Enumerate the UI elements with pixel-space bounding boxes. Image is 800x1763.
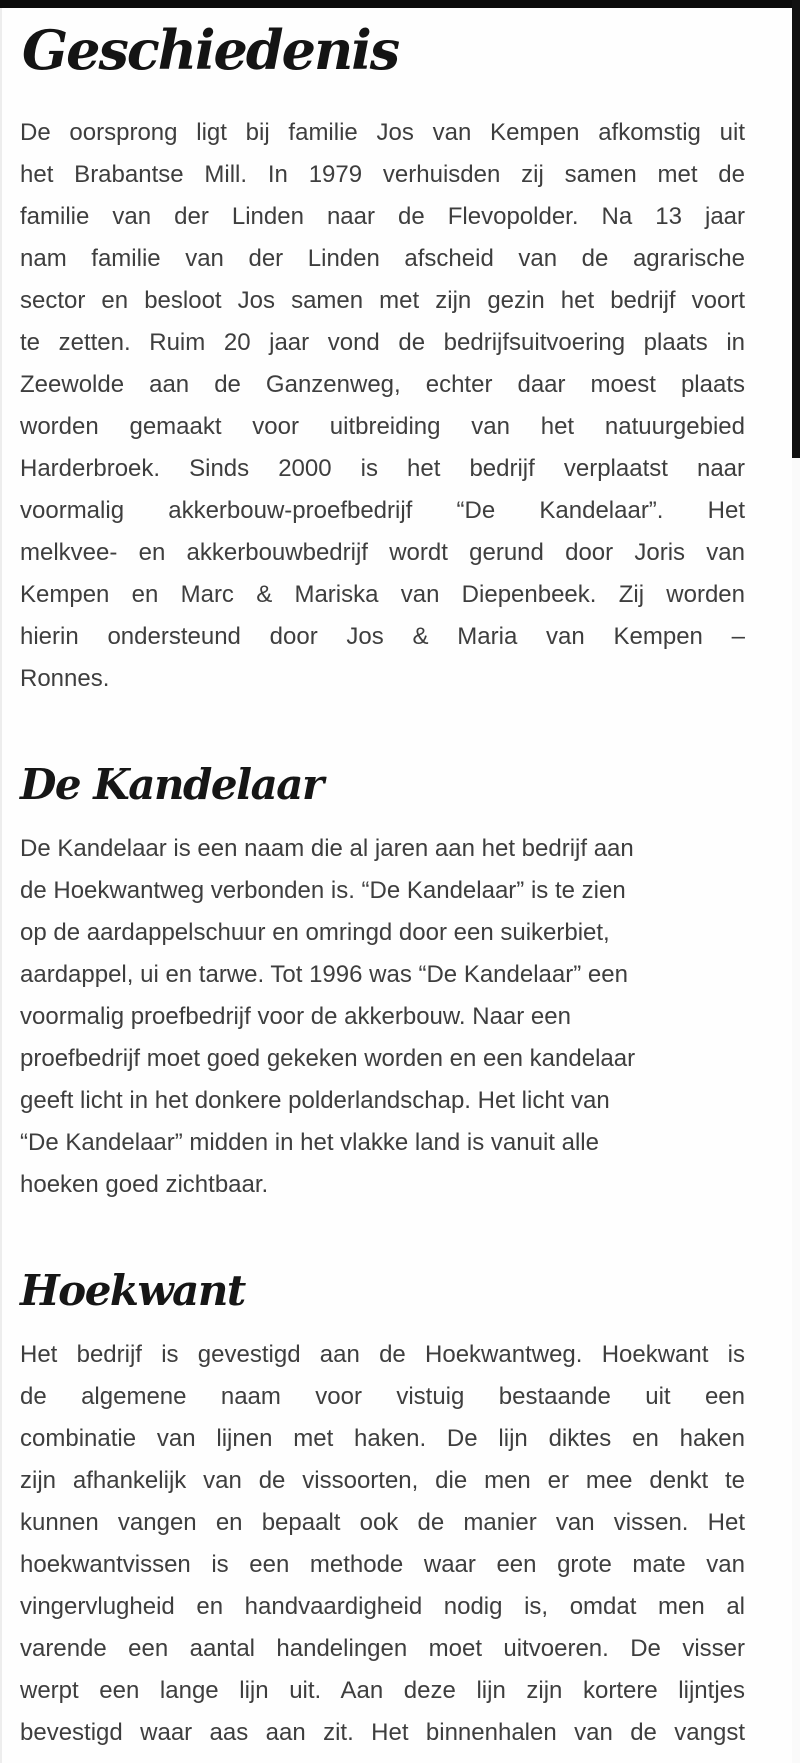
de-kandelaar-paragraph — [20, 828, 745, 1206]
text-line: kunnen vangen en bepaalt ook de manier van vissen. Het — [20, 1509, 745, 1536]
section-hoekwant — [20, 1266, 745, 1754]
section-heading-de-kandelaar: De Kandelaar — [20, 760, 323, 809]
text-line: te zetten. Ruim 20 jaar vond de bedrijfsuitvoering plaats in — [20, 329, 745, 356]
top-bar — [0, 0, 800, 8]
text-line: voormalig akkerbouw-proefbedrijf “De Kandelaar”. Het — [20, 497, 745, 524]
text-line: de Hoekwantweg verbonden is. “De Kandelaar” is te zien — [20, 877, 626, 904]
intro-paragraph — [20, 112, 745, 700]
text-line: op de aardappelschuur en omringd door een suikerbiet, — [20, 919, 610, 946]
text-line: varende een aantal handelingen moet uitvoeren. De visser — [20, 1635, 745, 1662]
text-line: bevestigd waar aas aan zit. Het binnenhalen van de vangst — [20, 1719, 745, 1746]
text-line: combinatie van lijnen met haken. De lijn diktes en haken — [20, 1425, 745, 1452]
text-line: nam familie van der Linden afscheid van de agrarische — [20, 245, 745, 272]
text-line: Ronnes. — [20, 665, 110, 692]
text-line: Kempen en Marc & Mariska van Diepenbeek. Zij worden — [20, 581, 745, 608]
text-line: Harderbroek. Sinds 2000 is het bedrijf verplaatst naar — [20, 455, 745, 482]
text-line: aardappel, ui en tarwe. Tot 1996 was “De Kandelaar” een — [20, 961, 628, 988]
text-line: hoekwantvissen is een methode waar een grote mate van — [20, 1551, 745, 1578]
section-de-kandelaar — [20, 760, 745, 1206]
text-line: voormalig proefbedrijf voor de akkerbouw. Naar een — [20, 1003, 571, 1030]
text-line: Zeewolde aan de Ganzenweg, echter daar moest plaats — [20, 371, 745, 398]
page-left-edge — [0, 0, 2, 1763]
text-line: hoeken goed zichtbaar. — [20, 1171, 269, 1198]
page-title: Geschiedenis — [22, 18, 399, 83]
text-line: melkvee- en akkerbouwbedrijf wordt gerund door Joris van — [20, 539, 745, 566]
text-line: sector en besloot Jos samen met zijn gezin het bedrijf voort — [20, 287, 745, 314]
text-line: hierin ondersteund door Jos & Maria van Kempen – — [20, 623, 745, 650]
text-line: familie van der Linden naar de Flevopolder. Na 13 jaar — [20, 203, 745, 230]
text-line: geeft licht in het donkere polderlandschap. Het licht van — [20, 1087, 610, 1114]
text-line: werpt een lange lijn uit. Aan deze lijn zijn kortere lijntjes — [20, 1677, 745, 1704]
text-line: Het bedrijf is gevestigd aan de Hoekwantweg. Hoekwant is — [20, 1341, 745, 1368]
section-heading-hoekwant: Hoekwant — [20, 1266, 245, 1315]
text-line: de algemene naam voor vistuig bestaande uit een — [20, 1383, 745, 1410]
article — [20, 0, 745, 1754]
text-line: het Brabantse Mill. In 1979 verhuisden zij samen met de — [20, 161, 745, 188]
text-line: worden gemaakt voor uitbreiding van het natuurgebied — [20, 413, 745, 440]
text-line: proefbedrijf moet goed gekeken worden en een kandelaar — [20, 1045, 636, 1072]
scrollbar-thumb[interactable] — [792, 0, 800, 458]
text-line: “De Kandelaar” midden in het vlakke land is vanuit alle — [20, 1129, 599, 1156]
text-line: De oorsprong ligt bij familie Jos van Kempen afkomstig uit — [20, 119, 745, 146]
section-intro — [20, 112, 745, 700]
hoekwant-paragraph — [20, 1334, 745, 1754]
text-line: vingervlugheid en handvaardigheid nodig is, omdat men al — [20, 1593, 745, 1620]
text-line: De Kandelaar is een naam die al jaren aan het bedrijf aan — [20, 835, 634, 862]
text-line: zijn afhankelijk van de vissoorten, die men er mee denkt te — [20, 1467, 745, 1494]
